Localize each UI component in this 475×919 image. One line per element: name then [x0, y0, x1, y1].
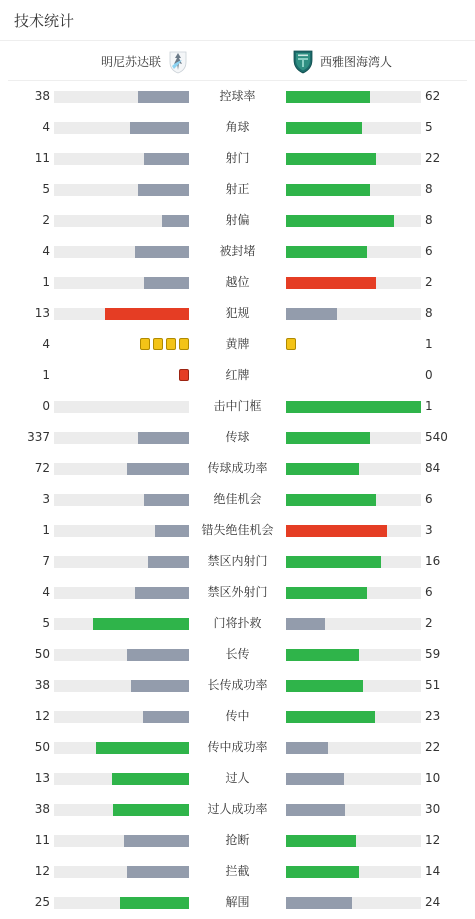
- home-value: 13: [34, 771, 50, 785]
- home-value: 11: [34, 833, 50, 847]
- home-bar-track: [54, 277, 189, 289]
- home-bar-track: [54, 866, 189, 878]
- stat-row: [0, 546, 475, 577]
- home-bar-fill: [112, 773, 189, 785]
- home-bar-track: [54, 804, 189, 816]
- stat-label: 角球: [225, 120, 250, 134]
- away-bar-track: [286, 804, 421, 816]
- stat-label: 门将扑救: [213, 616, 262, 630]
- stat-row: [0, 484, 475, 515]
- away-value: 540: [425, 430, 448, 444]
- home-bar-track: [54, 525, 189, 537]
- stat-row: [0, 298, 475, 329]
- red-card-icon: [179, 369, 189, 381]
- away-value: 6: [425, 492, 433, 506]
- home-bar-fill: [120, 897, 189, 909]
- away-value: 59: [425, 647, 441, 661]
- stat-row: [0, 112, 475, 143]
- away-bar-track: [286, 835, 421, 847]
- away-value: 6: [425, 244, 433, 258]
- home-bar-track: [54, 711, 189, 723]
- stat-label: 传中: [225, 709, 250, 723]
- yellow-card-icon: [166, 338, 176, 350]
- home-red-cards: [179, 369, 189, 383]
- home-value: 5: [42, 182, 50, 196]
- away-bar-track: [286, 494, 421, 506]
- stat-row: [0, 670, 475, 701]
- home-team[interactable]: [101, 41, 189, 81]
- away-bar-fill: [286, 277, 376, 289]
- away-bar-fill: [286, 835, 356, 847]
- stat-label: 禁区内射门: [207, 554, 268, 568]
- stat-label: 黄牌: [225, 337, 250, 351]
- away-value: 30: [425, 802, 441, 816]
- home-value: 25: [34, 895, 50, 909]
- yellow-card-icon: [286, 338, 296, 350]
- home-bar-fill: [124, 835, 189, 847]
- away-bar-track: [286, 897, 421, 909]
- home-value: 337: [27, 430, 50, 444]
- home-bar-track: [54, 184, 189, 196]
- home-bar-track: [54, 742, 189, 754]
- home-bar-fill: [138, 91, 189, 103]
- home-bar-track: [54, 773, 189, 785]
- home-bar-fill: [130, 122, 189, 134]
- stat-row: [0, 143, 475, 174]
- away-bar-track: [286, 215, 421, 227]
- away-bar-track: [286, 277, 421, 289]
- away-bar-track: [286, 742, 421, 754]
- away-bar-track: [286, 556, 421, 568]
- stat-label: 绝佳机会: [213, 492, 262, 506]
- teams-header: [0, 41, 475, 81]
- away-bar-track: [286, 91, 421, 103]
- away-value: 22: [425, 151, 441, 165]
- home-value: 11: [34, 151, 50, 165]
- home-bar-track: [54, 494, 189, 506]
- home-value: 0: [42, 399, 50, 413]
- away-bar-track: [286, 184, 421, 196]
- away-value: 8: [425, 182, 433, 196]
- home-bar-track: [54, 680, 189, 692]
- home-bar-fill: [138, 184, 189, 196]
- away-bar-track: [286, 122, 421, 134]
- home-value: 5: [42, 616, 50, 630]
- home-bar-track: [54, 463, 189, 475]
- away-bar-fill: [286, 122, 362, 134]
- home-bar-fill: [144, 494, 189, 506]
- stat-label: 抢断: [225, 833, 250, 847]
- home-bar-fill: [143, 711, 189, 723]
- away-bar-fill: [286, 494, 376, 506]
- stat-row: [0, 81, 475, 112]
- home-value: 38: [34, 802, 50, 816]
- home-bar-fill: [105, 308, 189, 320]
- away-bar-track: [286, 246, 421, 258]
- away-value: 84: [425, 461, 441, 475]
- away-bar-fill: [286, 308, 337, 320]
- home-bar-track: [54, 587, 189, 599]
- stat-row: [0, 577, 475, 608]
- home-value: 4: [42, 585, 50, 599]
- home-bar-fill: [144, 153, 189, 165]
- stat-label: 射偏: [225, 213, 250, 227]
- stat-row: [0, 763, 475, 794]
- stat-row: [0, 391, 475, 422]
- away-bar-track: [286, 525, 421, 537]
- away-value: 1: [425, 399, 433, 413]
- away-bar-fill: [286, 866, 359, 878]
- away-value: 8: [425, 213, 433, 227]
- away-bar-fill: [286, 246, 367, 258]
- home-bar-fill: [127, 866, 189, 878]
- home-bar-fill: [138, 432, 189, 444]
- stat-row: [0, 360, 475, 391]
- away-bar-fill: [286, 618, 325, 630]
- away-bar-fill: [286, 463, 359, 475]
- away-bar-track: [286, 711, 421, 723]
- away-bar-fill: [286, 525, 387, 537]
- home-team-name: 明尼苏达联: [100, 54, 161, 69]
- stat-label: 射门: [225, 151, 250, 165]
- away-bar-track: [286, 432, 421, 444]
- away-bar-fill: [286, 432, 370, 444]
- stat-row: [0, 174, 475, 205]
- stat-label: 传球: [225, 430, 250, 444]
- home-bar-track: [54, 91, 189, 103]
- stat-label: 解围: [225, 895, 250, 909]
- away-bar-fill: [286, 649, 359, 661]
- home-value: 12: [34, 709, 50, 723]
- yellow-card-icon: [153, 338, 163, 350]
- stat-row: [0, 236, 475, 267]
- yellow-card-icon: [179, 338, 189, 350]
- stat-row: [0, 794, 475, 825]
- away-team-name: 西雅图海湾人: [320, 54, 393, 69]
- stat-label: 长传: [225, 647, 250, 661]
- home-value: 13: [34, 306, 50, 320]
- stat-row: [0, 887, 475, 918]
- away-bar-fill: [286, 215, 394, 227]
- away-bar-fill: [286, 804, 345, 816]
- home-value: 1: [42, 275, 50, 289]
- away-value: 14: [425, 864, 441, 878]
- away-bar-fill: [286, 587, 367, 599]
- home-value: 12: [34, 864, 50, 878]
- away-bar-track: [286, 773, 421, 785]
- stat-label: 长传成功率: [207, 678, 268, 692]
- home-value: 50: [34, 740, 50, 754]
- away-bar-track: [286, 649, 421, 661]
- home-bar-track: [54, 122, 189, 134]
- home-bar-track: [54, 897, 189, 909]
- home-bar-fill: [155, 525, 189, 537]
- stat-label: 红牌: [225, 368, 250, 382]
- stat-row: [0, 701, 475, 732]
- stat-row: [0, 267, 475, 298]
- away-value: 5: [425, 120, 433, 134]
- home-bar-track: [54, 401, 189, 413]
- away-bar-fill: [286, 91, 370, 103]
- stat-label: 传中成功率: [207, 740, 268, 754]
- stat-row: [0, 205, 475, 236]
- stat-label: 传球成功率: [207, 461, 268, 475]
- home-bar-fill: [127, 649, 189, 661]
- away-bar-fill: [286, 773, 344, 785]
- stat-row: [0, 515, 475, 546]
- stat-label: 被封堵: [219, 244, 256, 258]
- home-value: 2: [42, 213, 50, 227]
- away-value: 2: [425, 275, 433, 289]
- stat-label: 犯规: [225, 306, 250, 320]
- stat-row: [0, 732, 475, 763]
- away-bar-fill: [286, 556, 381, 568]
- home-value: 3: [42, 492, 50, 506]
- away-yellow-cards: [286, 338, 296, 352]
- home-bar-fill: [93, 618, 189, 630]
- away-value: 3: [425, 523, 433, 537]
- away-value: 1: [425, 337, 433, 351]
- stat-row: [0, 639, 475, 670]
- stat-label: 过人成功率: [207, 802, 268, 816]
- away-bar-track: [286, 463, 421, 475]
- away-bar-track: [286, 153, 421, 165]
- stat-label: 射正: [225, 182, 250, 196]
- stat-label: 过人: [225, 771, 250, 785]
- home-bar-track: [54, 246, 189, 258]
- minnesota-united-logo-icon: [167, 48, 189, 74]
- away-bar-fill: [286, 401, 421, 413]
- away-bar-track: [286, 401, 421, 413]
- away-value: 16: [425, 554, 441, 568]
- home-bar-fill: [127, 463, 189, 475]
- home-bar-track: [54, 215, 189, 227]
- away-bar-fill: [286, 711, 375, 723]
- away-bar-track: [286, 587, 421, 599]
- home-bar-track: [54, 649, 189, 661]
- away-value: 10: [425, 771, 441, 785]
- home-value: 50: [34, 647, 50, 661]
- away-value: 51: [425, 678, 441, 692]
- home-bar-track: [54, 835, 189, 847]
- home-bar-fill: [148, 556, 189, 568]
- seattle-sounders-logo-icon: [292, 48, 314, 74]
- home-value: 4: [42, 337, 50, 351]
- home-bar-fill: [96, 742, 189, 754]
- away-value: 6: [425, 585, 433, 599]
- home-value: 1: [42, 368, 50, 382]
- yellow-card-icon: [140, 338, 150, 350]
- away-value: 24: [425, 895, 441, 909]
- away-bar-fill: [286, 184, 370, 196]
- home-bar-fill: [131, 680, 189, 692]
- away-value: 2: [425, 616, 433, 630]
- away-bar-fill: [286, 742, 328, 754]
- away-value: 22: [425, 740, 441, 754]
- home-value: 38: [34, 89, 50, 103]
- home-bar-track: [54, 556, 189, 568]
- away-bar-fill: [286, 897, 352, 909]
- away-bar-track: [286, 866, 421, 878]
- home-value: 7: [42, 554, 50, 568]
- stat-label: 击中门框: [213, 399, 262, 413]
- stat-row: [0, 422, 475, 453]
- away-bar-fill: [286, 153, 376, 165]
- home-bar-fill: [113, 804, 189, 816]
- home-bar-track: [54, 308, 189, 320]
- page-title: 技术统计: [14, 12, 75, 30]
- stat-label: 错失绝佳机会: [201, 523, 274, 537]
- stat-row: [0, 453, 475, 484]
- home-value: 1: [42, 523, 50, 537]
- home-value: 38: [34, 678, 50, 692]
- home-value: 4: [42, 120, 50, 134]
- home-yellow-cards: [140, 338, 189, 352]
- away-value: 12: [425, 833, 441, 847]
- home-bar-fill: [144, 277, 189, 289]
- away-bar-track: [286, 618, 421, 630]
- away-team[interactable]: [292, 41, 392, 81]
- away-value: 8: [425, 306, 433, 320]
- away-value: 62: [425, 89, 441, 103]
- home-bar-track: [54, 153, 189, 165]
- stat-row: [0, 856, 475, 887]
- away-value: 0: [425, 368, 433, 382]
- home-bar-fill: [162, 215, 189, 227]
- away-value: 23: [425, 709, 441, 723]
- away-bar-fill: [286, 680, 363, 692]
- stats-list: [0, 81, 475, 918]
- stat-row: [0, 329, 475, 360]
- stat-label: 控球率: [219, 89, 256, 103]
- stat-label: 拦截: [225, 864, 250, 878]
- home-bar-fill: [135, 587, 189, 599]
- away-bar-track: [286, 308, 421, 320]
- title-bar: [0, 0, 475, 41]
- home-value: 4: [42, 244, 50, 258]
- stat-row: [0, 825, 475, 856]
- away-bar-track: [286, 680, 421, 692]
- stat-label: 越位: [225, 275, 250, 289]
- home-bar-track: [54, 432, 189, 444]
- home-value: 72: [34, 461, 50, 475]
- home-bar-fill: [135, 246, 189, 258]
- home-bar-track: [54, 618, 189, 630]
- stat-label: 禁区外射门: [207, 585, 268, 599]
- stat-row: [0, 608, 475, 639]
